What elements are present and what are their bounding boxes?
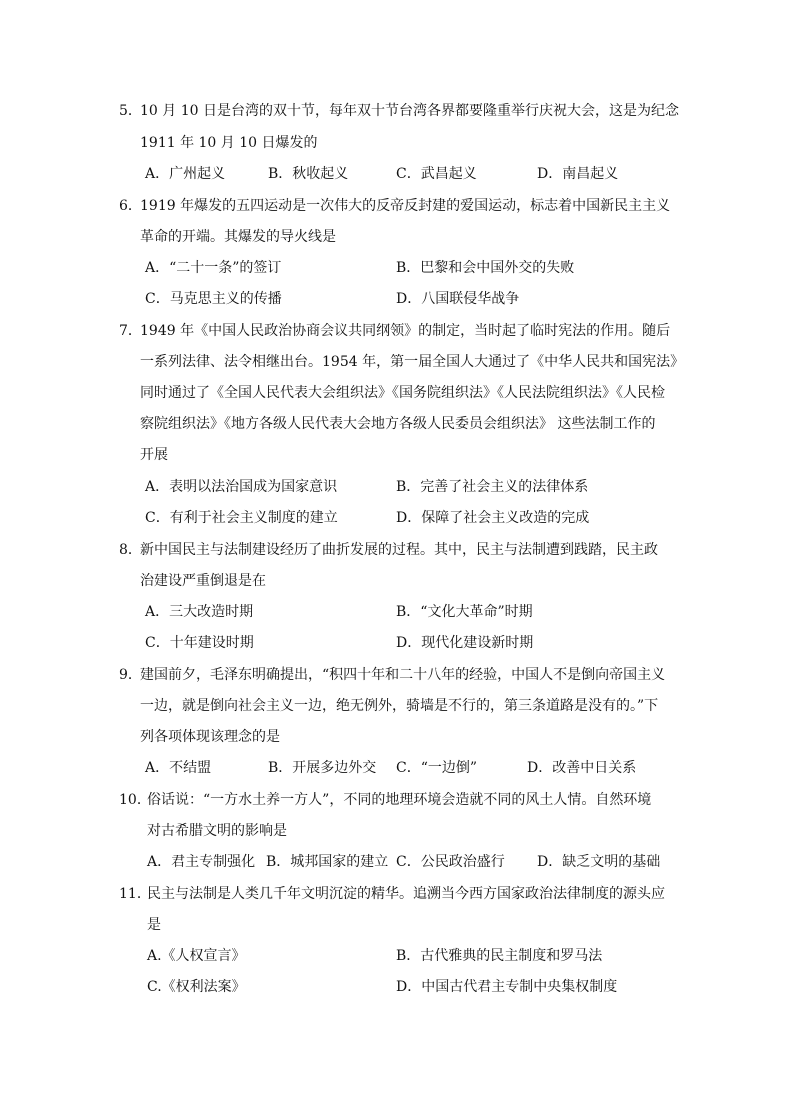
question-number: 11	[119, 886, 137, 902]
question-7-option-d: D．保障了社会主义改造的完成	[396, 510, 590, 526]
question-11-option-a: A.《人权宣言》	[147, 948, 246, 964]
question-8-option-a: A．三大改造时期	[145, 604, 254, 620]
question-7-option-b: B．完善了社会主义的法律体系	[396, 479, 589, 495]
question-8-option-c: C．十年建设时期	[145, 635, 254, 651]
question-6-stem-line-1: 1919 年爆发的五四运动是一次伟大的反帝反封建的爱国运动，标志着中国新民主主义	[140, 198, 671, 214]
question-9-stem-line-3: 列各项体现该理念的是	[140, 729, 280, 745]
question-11-option-c: C.《权利法案》	[147, 979, 246, 995]
question-number: 9	[119, 667, 128, 683]
question-11-option-d: D．中国古代君主专制中央集权制度	[396, 979, 618, 995]
question-7-stem-line-5: 开展	[140, 447, 168, 463]
question-11-option-b: B．古代雅典的民主制度和罗马法	[396, 948, 603, 964]
question-10-option-d: D．缺乏文明的基础	[537, 854, 661, 870]
question-8-number: 8．	[119, 542, 142, 558]
question-5-stem-line-2: 1911 年 10 月 10 日爆发的	[140, 135, 318, 151]
question-10-option-a: A．君主专制强化	[147, 854, 256, 870]
question-10-option-b: B．城邦国家的建立	[266, 854, 389, 870]
question-5-option-a: A．广州起义	[145, 166, 226, 182]
question-11-stem-line-1: 民主与法制是人类几千年文明沉淀的精华。追溯当今西方国家政治法律制度的源头应	[147, 886, 665, 902]
question-number: 6	[119, 198, 128, 214]
question-6-option-c: C．马克思主义的传播	[145, 291, 282, 307]
question-10-option-c: C．公民政治盛行	[396, 854, 505, 870]
question-10-stem-line-2: 对古希腊文明的影响是	[147, 823, 287, 839]
question-11-number: 11．	[119, 886, 151, 902]
question-number: 10	[119, 792, 137, 808]
question-5-option-d: D．南昌起义	[537, 166, 619, 182]
question-6-option-a: A．“二十一条”的签订	[145, 260, 282, 276]
question-number: 5	[119, 103, 128, 119]
question-11-stem-line-2: 是	[147, 917, 161, 933]
question-9-option-c: C．“一边倒”	[396, 760, 478, 776]
question-8-option-b: B．“文化大革命”时期	[396, 604, 533, 620]
question-number: 7	[119, 323, 128, 339]
question-number: 8	[119, 542, 128, 558]
question-6-option-b: B．巴黎和会中国外交的失败	[396, 260, 575, 276]
question-7-stem-line-2: 一系列法律、法令相继出台。1954 年，第一届全国人大通过了《中华人民共和国宪法》	[140, 354, 685, 370]
question-9-stem-line-2: 一边，就是倒向社会主义一边，绝无例外，骑墙是不行的，第三条道路是没有的。”下	[140, 698, 659, 714]
question-8-stem-line-2: 治建设严重倒退是在	[140, 573, 266, 589]
question-9-option-b: B．开展多边外交	[268, 760, 377, 776]
question-5-option-c: C．武昌起义	[396, 166, 477, 182]
question-5-stem-line-1: 10 月 10 日是台湾的双十节，每年双十节台湾各界都要隆重举行庆祝大会，这是为纪念	[140, 103, 679, 119]
question-7-stem-line-3: 同时通过了《全国人民代表大会组织法》《国务院组织法》《人民法院组织法》《人民检	[140, 385, 665, 401]
question-7-option-c: C．有利于社会主义制度的建立	[145, 510, 338, 526]
question-9-option-a: A．不结盟	[145, 760, 212, 776]
question-9-number: 9．	[119, 667, 142, 683]
question-7-option-a: A．表明以法治国成为国家意识	[145, 479, 338, 495]
question-8-option-d: D．现代化建设新时期	[396, 635, 534, 651]
question-10-stem-line-1: 俗话说：“一方水土养一方人”，不同的地理环境会造就不同的风土人情。自然环境	[147, 792, 652, 808]
question-5-option-b: B．秋收起义	[268, 166, 349, 182]
question-10-number: 10．	[119, 792, 151, 808]
question-7-stem-line-4: 察院组织法》《地方各级人民代表大会地方各级人民委员会组织法》 这些法制工作的	[140, 416, 656, 432]
question-6-stem-line-2: 革命的开端。其爆发的导火线是	[140, 229, 336, 245]
question-6-option-d: D．八国联侵华战争	[396, 291, 520, 307]
question-6-number: 6．	[119, 198, 142, 214]
question-5-number: 5．	[119, 103, 142, 119]
question-9-stem-line-1: 建国前夕，毛泽东明确提出，“积四十年和二十八年的经验，中国人不是倒向帝国主义	[140, 667, 666, 683]
question-9-option-d: D．改善中日关系	[527, 760, 637, 776]
question-7-number: 7．	[119, 323, 142, 339]
question-8-stem-line-1: 新中国民主与法制建设经历了曲折发展的过程。其中，民主与法制遭到践踏，民主政	[140, 542, 658, 558]
question-7-stem-line-1: 1949 年《中国人民政治协商会议共同纲领》的制定，当时起了临时宪法的作用。随后	[140, 323, 671, 339]
